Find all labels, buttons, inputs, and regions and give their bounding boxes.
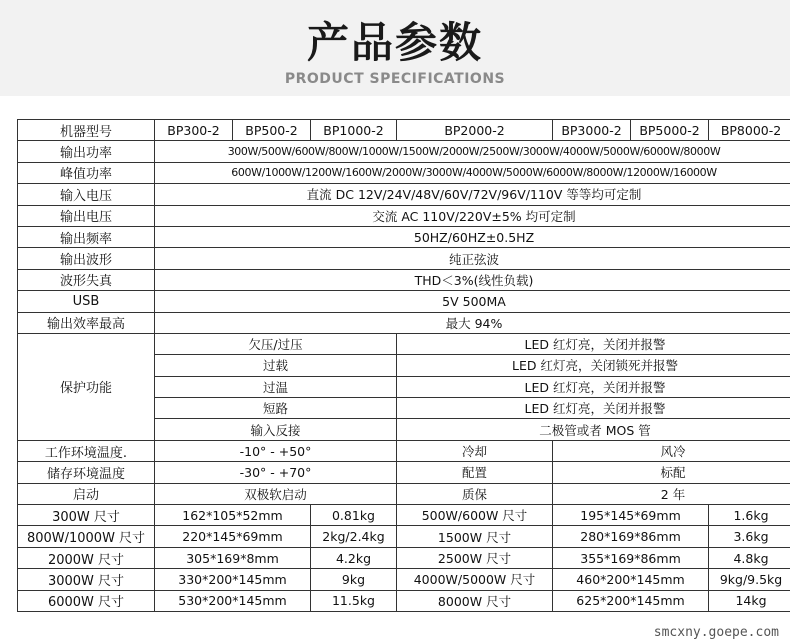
- size-weight-2: 3.6kg: [709, 526, 790, 547]
- row-label: 6000W 尺寸: [18, 590, 155, 611]
- size-dims: 330*200*145mm: [155, 569, 311, 590]
- protection-item: 短路: [155, 398, 397, 419]
- protection-value: LED 红灯亮，关闭锁死并报警: [397, 355, 790, 376]
- spec-value: THD＜3%(线性负载): [155, 269, 790, 290]
- header-banner: [0, 0, 790, 96]
- row-label-2: 8000W 尺寸: [397, 590, 553, 611]
- row-label: 3000W 尺寸: [18, 569, 155, 590]
- size-row: [18, 526, 790, 547]
- model-cell: BP5000-2: [631, 120, 709, 141]
- spec-value: 直流 DC 12V/24V/48V/60V/72V/96V/110V 等等均可定制: [155, 184, 790, 205]
- spec-value: 50HZ/60HZ±0.5HZ: [155, 226, 790, 247]
- spec-row: [18, 184, 790, 205]
- size-weight-2: 4.8kg: [709, 547, 790, 568]
- protection-value: LED 红灯亮，关闭并报警: [397, 398, 790, 419]
- env-value: 双极软启动: [155, 483, 397, 504]
- size-weight-2: 14kg: [709, 590, 790, 611]
- env-value-2: 2 年: [553, 483, 790, 504]
- env-value: -10° - +50°: [155, 440, 397, 461]
- env-value-2: 风冷: [553, 440, 790, 461]
- protection-value: LED 红灯亮，关闭并报警: [397, 333, 790, 354]
- row-label-2: 2500W 尺寸: [397, 547, 553, 568]
- model-cell: BP300-2: [155, 120, 233, 141]
- size-row: [18, 569, 790, 590]
- spec-row: [18, 312, 790, 333]
- page-title: 产品参数: [306, 18, 483, 67]
- protection-item: 欠压/过压: [155, 333, 397, 354]
- env-value: -30° - +70°: [155, 462, 397, 483]
- protection-row: [18, 333, 790, 354]
- row-label: 2000W 尺寸: [18, 547, 155, 568]
- row-label-2: 冷却: [397, 440, 553, 461]
- model-row: [18, 120, 790, 141]
- watermark: smcxny.goepe.com: [651, 625, 782, 640]
- protection-label: 保护功能: [18, 333, 155, 440]
- size-dims-2: 355*169*86mm: [553, 547, 709, 568]
- size-weight: 2kg/2.4kg: [311, 526, 397, 547]
- row-label: 输出频率: [18, 226, 155, 247]
- spec-row: [18, 248, 790, 269]
- spec-value: 600W/1000W/1200W/1600W/2000W/3000W/4000W/5000W/6000W/8000W/12000W/16000W: [155, 162, 790, 183]
- size-row: [18, 590, 790, 611]
- row-label: 输出功率: [18, 141, 155, 162]
- size-dims: 220*145*69mm: [155, 526, 311, 547]
- model-cell: BP2000-2: [397, 120, 553, 141]
- size-row: [18, 547, 790, 568]
- spec-row: [18, 269, 790, 290]
- env-row: [18, 440, 790, 461]
- spec-row: [18, 291, 790, 312]
- spec-row: [18, 226, 790, 247]
- row-label: 输出效率最高: [18, 312, 155, 333]
- row-label: 峰值功率: [18, 162, 155, 183]
- model-cell: BP3000-2: [553, 120, 631, 141]
- row-label-2: 配置: [397, 462, 553, 483]
- row-label-2: 4000W/5000W 尺寸: [397, 569, 553, 590]
- size-weight: 0.81kg: [311, 505, 397, 526]
- size-row: [18, 505, 790, 526]
- size-dims-2: 625*200*145mm: [553, 590, 709, 611]
- row-label: USB: [18, 291, 155, 312]
- model-cell: BP8000-2: [709, 120, 790, 141]
- size-dims-2: 280*169*86mm: [553, 526, 709, 547]
- size-weight: 4.2kg: [311, 547, 397, 568]
- env-row: [18, 462, 790, 483]
- page-subtitle: PRODUCT SPECIFICATIONS: [284, 71, 506, 87]
- row-label: 储存环境温度: [18, 462, 155, 483]
- spec-value: 最大 94%: [155, 312, 790, 333]
- row-label: 输出波形: [18, 248, 155, 269]
- size-weight-2: 9kg/9.5kg: [709, 569, 790, 590]
- protection-item: 输入反接: [155, 419, 397, 440]
- row-label: 输入电压: [18, 184, 155, 205]
- spec-value: 300W/500W/600W/800W/1000W/1500W/2000W/2500W/3000W/4000W/5000W/6000W/8000W: [155, 141, 790, 162]
- model-cell: BP500-2: [233, 120, 311, 141]
- env-row: [18, 483, 790, 504]
- size-dims: 530*200*145mm: [155, 590, 311, 611]
- model-cell: BP1000-2: [311, 120, 397, 141]
- spec-value: 交流 AC 110V/220V±5% 均可定制: [155, 205, 790, 226]
- spec-row: [18, 205, 790, 226]
- size-weight: 9kg: [311, 569, 397, 590]
- row-label-2: 500W/600W 尺寸: [397, 505, 553, 526]
- row-label: 300W 尺寸: [18, 505, 155, 526]
- row-label: 机器型号: [18, 120, 155, 141]
- size-weight-2: 1.6kg: [709, 505, 790, 526]
- spec-value: 纯正弦波: [155, 248, 790, 269]
- size-weight: 11.5kg: [311, 590, 397, 611]
- size-dims-2: 460*200*145mm: [553, 569, 709, 590]
- row-label-2: 1500W 尺寸: [397, 526, 553, 547]
- protection-item: 过温: [155, 376, 397, 397]
- size-dims: 162*105*52mm: [155, 505, 311, 526]
- row-label: 工作环境温度.: [18, 440, 155, 461]
- spec-row: [18, 162, 790, 183]
- row-label: 波形失真: [18, 269, 155, 290]
- row-label: 800W/1000W 尺寸: [18, 526, 155, 547]
- row-label: 输出电压: [18, 205, 155, 226]
- row-label: 启动: [18, 483, 155, 504]
- size-dims: 305*169*8mm: [155, 547, 311, 568]
- size-dims-2: 195*145*69mm: [553, 505, 709, 526]
- spec-table: [17, 119, 790, 612]
- protection-value: 二极管或者 MOS 管: [397, 419, 790, 440]
- spec-row: [18, 141, 790, 162]
- protection-item: 过载: [155, 355, 397, 376]
- env-value-2: 标配: [553, 462, 790, 483]
- spec-value: 5V 500MA: [155, 291, 790, 312]
- protection-value: LED 红灯亮，关闭并报警: [397, 376, 790, 397]
- row-label-2: 质保: [397, 483, 553, 504]
